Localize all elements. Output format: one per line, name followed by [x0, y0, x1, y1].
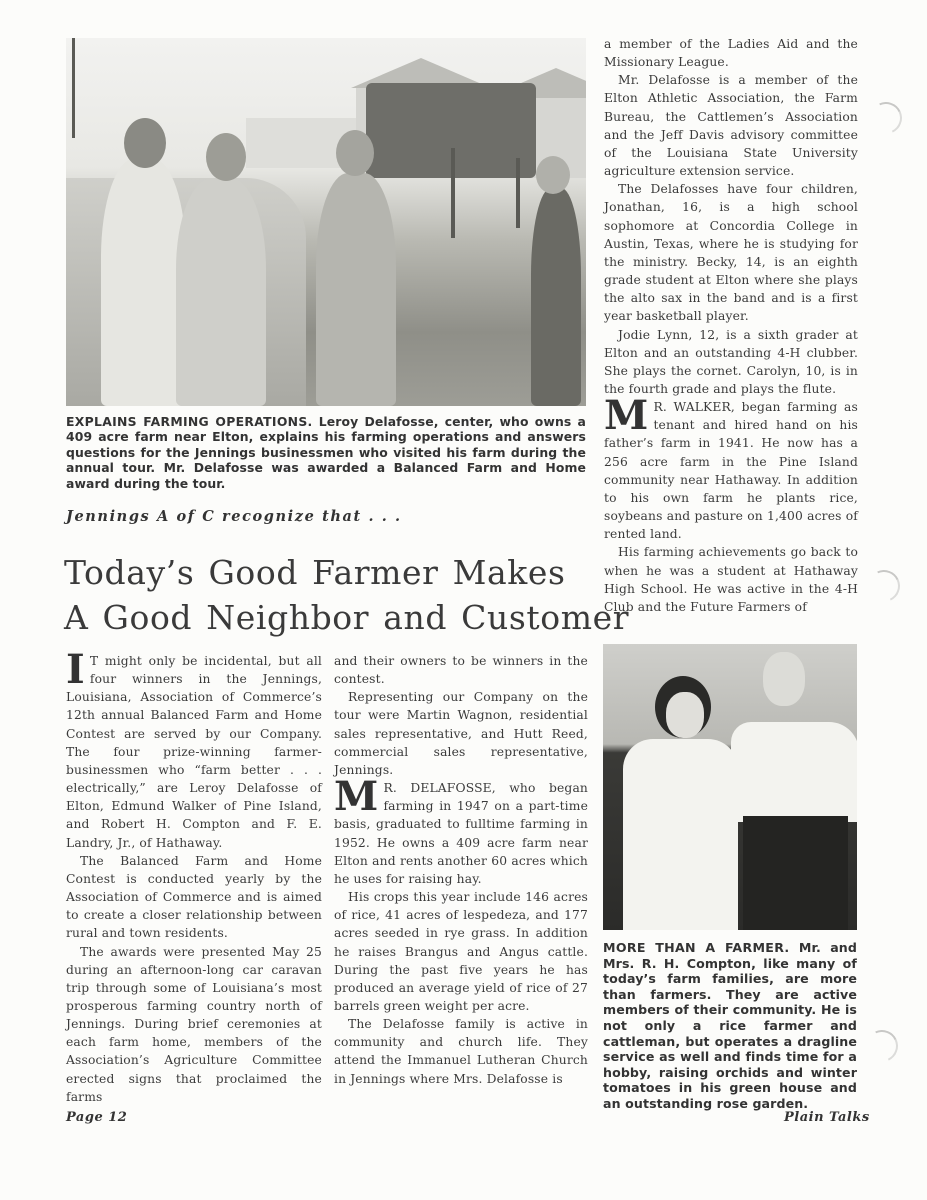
paragraph: The Balanced Farm and Home Contest is conducted yearly by the Association of Commerce and is aimed to create a closer relationship between rural and town residents. [66, 853, 322, 941]
man-in-cowboy-hat-head [536, 156, 570, 194]
mr-compton-shirt [731, 722, 857, 822]
fence-post [516, 158, 520, 228]
leroy-delafosse [316, 173, 396, 406]
man-with-paper-head [206, 133, 246, 181]
photo-compton-couple [603, 644, 857, 930]
man-left-head [124, 118, 166, 168]
article-headline [64, 550, 629, 640]
paragraph: a member of the Ladies Aid and the Missionary League. [604, 37, 858, 70]
paragraph: The awards were presented May 25 during an afternoon-long car caravan trip through some of Louisiana’s most prosperous farming country north of Jennings. During brief ceremonies at each farm home, members of the Association’s Agriculture Committee erected signs that proclaimed the farms [66, 944, 322, 1104]
punch-hole-middle [863, 565, 904, 606]
paragraph: and their owners to be winners in the contest. [334, 654, 588, 687]
drop-cap: I [66, 646, 85, 693]
paragraph: The Delafosses have four children, Jonathan, 16, is a high school sophomore at Concordia College in Austin, Texas, where he is studying for the ministry. Becky, 14, is an eighth grade student at Elton where she plays the alto sax in the band and is a first year basketball player. [604, 182, 858, 324]
leroy-delafosse-head [336, 130, 374, 176]
publication-name: Plain Talks [784, 1110, 870, 1125]
article-column-2 [334, 652, 588, 1088]
mrs-compton [623, 739, 738, 930]
mr-compton-pants [743, 816, 848, 930]
caption-body: Mr. and Mrs. R. H. Compton, like many of today’s farm families, are more than farmers. They are active members of their community. He is not only a rice farmer and cattleman, but operates a dragline service as well and finds time for a hobby, raising orchids and winter tomatoes in his green house and an outstanding rose garden. [603, 940, 857, 1111]
punch-hole-bottom [861, 1025, 902, 1066]
article-column-1 [66, 646, 322, 1106]
paragraph [334, 773, 588, 888]
headline-line-2: A Good Neighbor and Customer [64, 598, 630, 637]
photo-caption-bottom [603, 940, 857, 1112]
man-in-cowboy-hat [531, 188, 581, 406]
paragraph [66, 646, 322, 852]
mr-compton-face [763, 652, 805, 706]
paragraph: The Delafosse family is active in community and church life. They attend the Immanuel Lutheran Church in Jennings where Mrs. Delafosse is [334, 1017, 588, 1086]
drop-cap: M [334, 773, 379, 821]
man-with-paper [176, 178, 266, 406]
paragraph: Jodie Lynn, 12, is a sixth grader at Elton and an outstanding 4-H clubber. She plays the cornet. Carolyn, 10, is in the fourth grade and plays the flute. [604, 327, 858, 396]
page-number: Page 12 [66, 1110, 128, 1125]
paragraph: Representing our Company on the tour were Martin Wagnon, residential sales representative, and Hutt Reed, commercial sales representative, Jennings. [334, 690, 588, 777]
photo-farm-tour [66, 38, 586, 406]
fence-post [451, 148, 455, 238]
mrs-compton-face [666, 692, 704, 738]
article-kicker: Jennings A of C recognize that . . . [66, 508, 402, 525]
paragraph: His crops this year include 146 acres of rice, 41 acres of lespedeza, and 177 acres seeded in rye grass. In addition he raises Brangus and Angus cattle. During the past five years he has produced an average yield of rice of 27 barrels green weight per acre. [334, 890, 588, 1013]
punch-hole-top [865, 97, 906, 138]
caption-lead: MORE THAN A FARMER. [603, 940, 790, 955]
utility-pole [72, 38, 75, 138]
paragraph-text: R. WALKER, began farming as tenant and hired hand on his father’s farm in 1941. He now has a 256 acre farm in the Pine Island community near Hathaway. In addition to his own farm he plants rice, soybeans and pasture on 1,400 acres of rented land. [604, 400, 858, 542]
paragraph [604, 392, 858, 543]
drop-cap: M [604, 392, 649, 440]
paragraph: Mr. Delafosse is a member of the Elton Athletic Association, the Farm Bureau, the Cattlemen’s Association and the Jeff Davis advisory committee of the Louisiana State University agriculture extension service. [604, 73, 858, 179]
caption-body: Leroy Delafosse, center, who owns a 409 acre farm near Elton, explains his farming operations and answers questions for the Jennings businessmen who visited his farm during the annual tour. Mr. Delafosse was awarded a Balanced Farm and Home award during the tour. [66, 414, 586, 491]
paragraph-text: T might only be incidental, but all four winners in the Jennings, Louisiana, Association of Commerce’s 12th annual Balanced Farm and Home Contest are served by our Company. The four prize-winning farmer-businessmen who “farm better . . . electrically,” are Leroy Delafosse of Elton, Edmund Walker of Pine Island, and Robert H. Compton and F. E. Landry, Jr., of Hathaway. [66, 654, 322, 850]
headline-line-1: Today’s Good Farmer Makes [64, 553, 566, 592]
article-column-3 [604, 35, 858, 616]
photo-caption-top [66, 414, 586, 491]
man-left [101, 158, 186, 406]
paragraph: His farming achievements go back to when he was a student at Hathaway High School. He was active in the 4-H Club and the Future Farmers of [604, 545, 858, 614]
paragraph-text: R. DELAFOSSE, who began farming in 1947 on a part-time basis, graduated to fulltime farming in 1952. He owns a 409 acre farm near Elton and rents another 60 acres which he uses for raising hay. [334, 781, 588, 886]
caption-lead: EXPLAINS FARMING OPERATIONS. [66, 414, 313, 429]
